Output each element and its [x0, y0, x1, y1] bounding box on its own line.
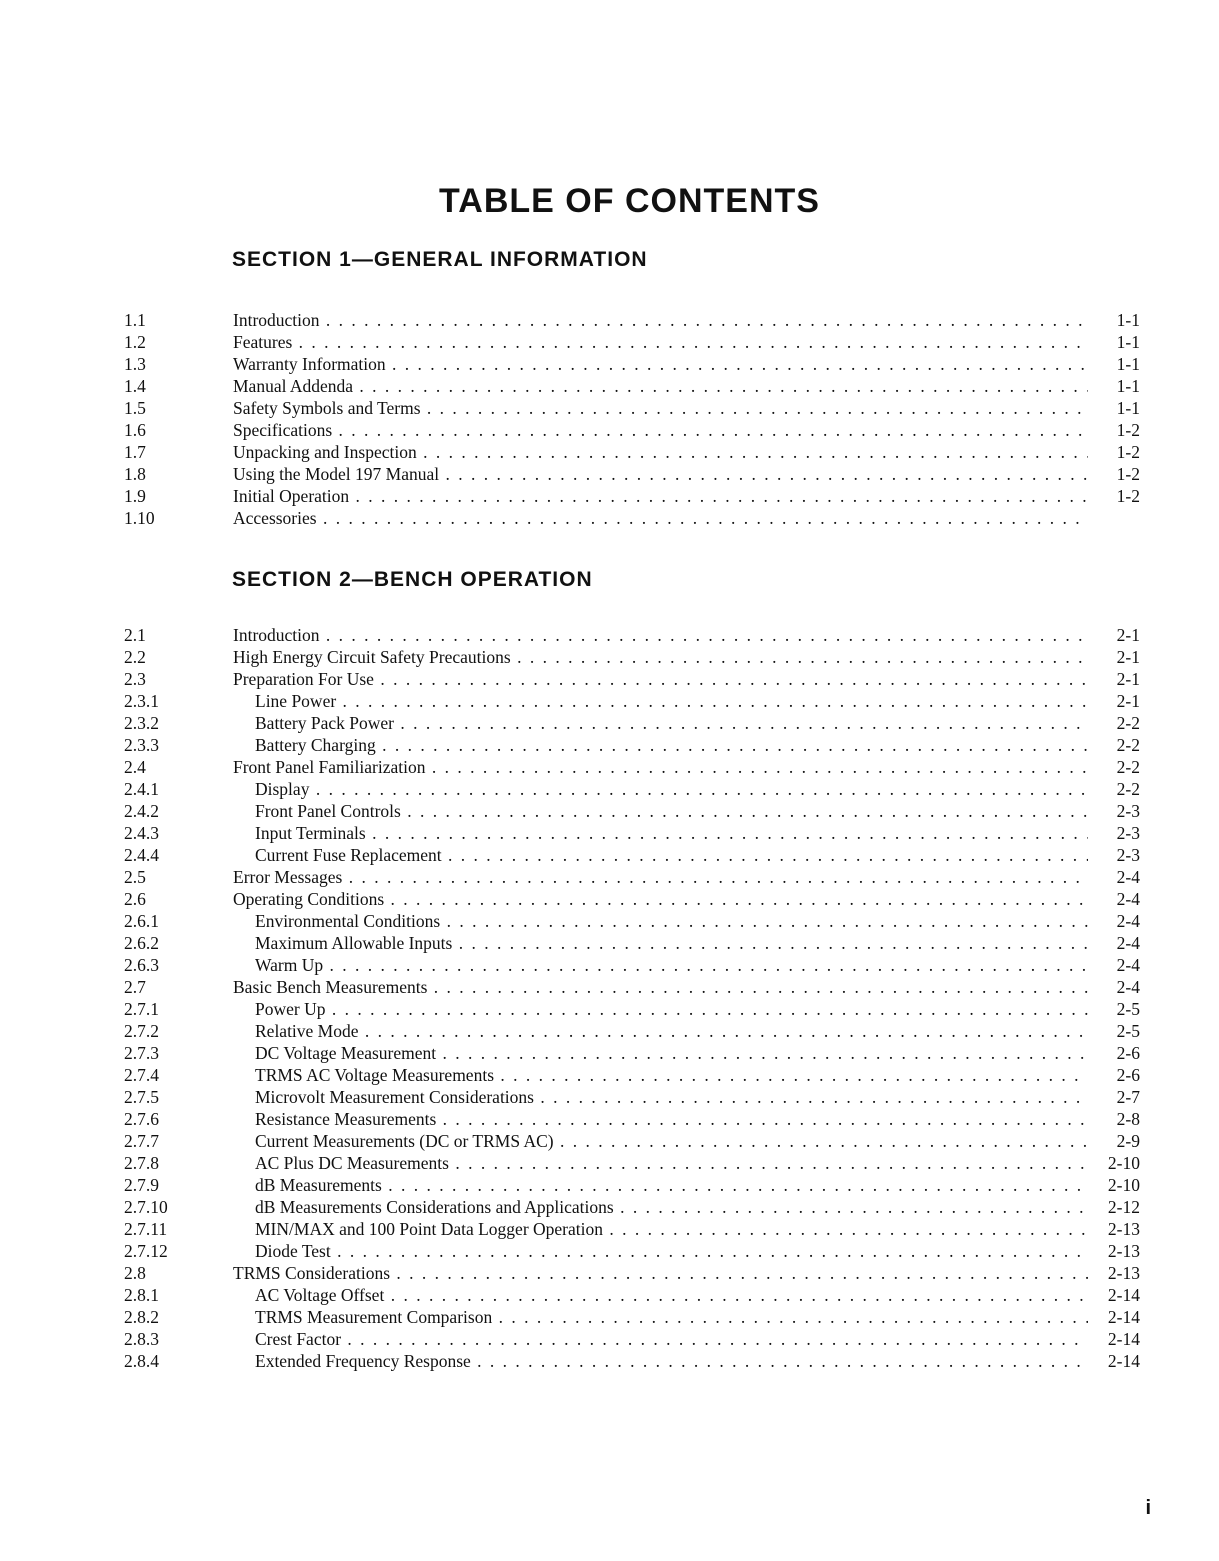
toc-entry-title[interactable]: Power Up . . .	[255, 998, 1088, 1020]
toc-entry[interactable]	[0, 485, 1219, 507]
toc-entry-page: 1-2	[1116, 486, 1140, 506]
toc-entry-title[interactable]: Accessories . . .	[233, 507, 1088, 529]
toc-entry-title[interactable]: Battery Pack Power . . .	[255, 712, 1088, 734]
toc-entry-title[interactable]: MIN/MAX and 100 Point Data Logger Operation . . .	[255, 1218, 1088, 1240]
section-1-toc-list	[0, 309, 1219, 529]
toc-entry-number: 1.6	[124, 420, 146, 440]
toc-entry[interactable]	[0, 800, 1219, 822]
toc-entry-number: 1.2	[124, 332, 146, 352]
toc-entry[interactable]	[0, 1218, 1219, 1240]
toc-entry-page: 1-2	[1116, 442, 1140, 462]
toc-entry-number: 1.4	[124, 376, 146, 396]
toc-entry[interactable]	[0, 998, 1219, 1020]
toc-entry[interactable]	[0, 844, 1219, 866]
toc-entry-title[interactable]: Basic Bench Measurements . . .	[233, 976, 1088, 998]
toc-entry-page: 1-1	[1116, 398, 1140, 418]
toc-entry[interactable]	[0, 1042, 1219, 1064]
toc-entry-number: 2.8.2	[124, 1307, 159, 1327]
toc-entry-number: 2.7	[124, 977, 146, 997]
page-title: TABLE OF CONTENTS	[439, 182, 820, 220]
toc-entry-number: 2.7.12	[124, 1241, 168, 1261]
toc-entry-page: 2-14	[1107, 1329, 1140, 1349]
toc-entry-page: 2-1	[1116, 691, 1140, 711]
toc-entry-title[interactable]: TRMS AC Voltage Measurements . . .	[255, 1064, 1088, 1086]
toc-entry-number: 2.4	[124, 757, 146, 777]
toc-entry[interactable]	[0, 1240, 1219, 1262]
toc-entry-number: 2.6.3	[124, 955, 159, 975]
toc-entry[interactable]	[0, 331, 1219, 353]
toc-entry[interactable]	[0, 1130, 1219, 1152]
toc-entry[interactable]	[0, 463, 1219, 485]
toc-entry[interactable]	[0, 441, 1219, 463]
toc-entry[interactable]	[0, 1328, 1219, 1350]
toc-entry-page: 2-6	[1116, 1043, 1140, 1063]
toc-entry-page: 1-1	[1116, 376, 1140, 396]
toc-entry-page: 2-4	[1116, 911, 1140, 931]
toc-entry-page: 2-8	[1116, 1109, 1140, 1129]
toc-entry-title[interactable]: Error Messages . . .	[233, 866, 1088, 888]
toc-entry[interactable]	[0, 419, 1219, 441]
toc-entry-page: 2-14	[1107, 1307, 1140, 1327]
toc-entry-number: 2.8.4	[124, 1351, 159, 1371]
toc-entry-number: 2.4.4	[124, 845, 159, 865]
toc-entry-page: 2-3	[1116, 845, 1140, 865]
toc-entry-page: 2-13	[1107, 1263, 1140, 1283]
toc-entry[interactable]	[0, 1152, 1219, 1174]
toc-entry-title[interactable]: Input Terminals . . .	[255, 822, 1088, 844]
toc-entry[interactable]	[0, 1108, 1219, 1130]
toc-entry-number: 2.7.7	[124, 1131, 159, 1151]
toc-entry-page: 2-4	[1116, 889, 1140, 909]
section-2-toc-list	[0, 624, 1219, 1372]
toc-entry-page: 2-1	[1116, 647, 1140, 667]
toc-entry[interactable]	[0, 668, 1219, 690]
toc-entry[interactable]	[0, 1350, 1219, 1372]
toc-entry[interactable]	[0, 1284, 1219, 1306]
toc-entry[interactable]	[0, 1174, 1219, 1196]
toc-entry-page: 2-4	[1116, 867, 1140, 887]
section-1-heading: SECTION 1—GENERAL INFORMATION	[232, 248, 648, 271]
toc-entry-number: 2.7.4	[124, 1065, 159, 1085]
toc-entry[interactable]	[0, 756, 1219, 778]
toc-entry-page: 2-5	[1116, 999, 1140, 1019]
toc-entry-title[interactable]: TRMS Measurement Comparison . . .	[255, 1306, 1088, 1328]
toc-entry[interactable]	[0, 778, 1219, 800]
toc-entry-page: 2-14	[1107, 1285, 1140, 1305]
toc-entry-page: 2-10	[1107, 1153, 1140, 1173]
toc-entry-title[interactable]: Safety Symbols and Terms . . .	[233, 397, 1088, 419]
toc-entry-number: 1.1	[124, 310, 146, 330]
toc-entry-title[interactable]: Features . . .	[233, 331, 1088, 353]
toc-entry-page: 2-13	[1107, 1241, 1140, 1261]
toc-entry-title[interactable]: Extended Frequency Response . . .	[255, 1350, 1088, 1372]
toc-entry-title[interactable]: AC Plus DC Measurements . . .	[255, 1152, 1088, 1174]
toc-entry-title[interactable]: Introduction . . .	[233, 309, 1088, 331]
toc-entry[interactable]	[0, 1262, 1219, 1284]
toc-entry[interactable]	[0, 734, 1219, 756]
toc-entry[interactable]	[0, 1306, 1219, 1328]
toc-entry[interactable]	[0, 397, 1219, 419]
toc-entry-number: 2.2	[124, 647, 146, 667]
toc-entry-title[interactable]: Maximum Allowable Inputs . . .	[255, 932, 1088, 954]
toc-entry-title[interactable]: Battery Charging . . .	[255, 734, 1088, 756]
toc-entry-number: 2.6.2	[124, 933, 159, 953]
toc-entry[interactable]	[0, 866, 1219, 888]
toc-entry-number: 1.3	[124, 354, 146, 374]
toc-entry-number: 2.3	[124, 669, 146, 689]
toc-entry-title[interactable]: Warm Up . . .	[255, 954, 1088, 976]
toc-entry-number: 2.8	[124, 1263, 146, 1283]
toc-entry-title[interactable]: Crest Factor . . .	[255, 1328, 1088, 1350]
toc-entry-page: 2-6	[1116, 1065, 1140, 1085]
toc-entry-title[interactable]: Initial Operation . . .	[233, 485, 1088, 507]
toc-entry-number: 2.3.3	[124, 735, 159, 755]
toc-entry[interactable]	[0, 976, 1219, 998]
toc-entry[interactable]	[0, 1064, 1219, 1086]
toc-entry-title[interactable]: TRMS Considerations . . .	[233, 1262, 1088, 1284]
toc-entry-title[interactable]: Unpacking and Inspection . . .	[233, 441, 1088, 463]
toc-entry-number: 2.7.6	[124, 1109, 159, 1129]
toc-entry-page: 2-4	[1116, 955, 1140, 975]
toc-entry[interactable]	[0, 888, 1219, 910]
toc-entry-title[interactable]: Diode Test . . .	[255, 1240, 1088, 1262]
toc-entry[interactable]	[0, 624, 1219, 646]
toc-entry-number: 2.7.8	[124, 1153, 159, 1173]
toc-entry-page: 2-2	[1116, 713, 1140, 733]
toc-entry-number: 1.9	[124, 486, 146, 506]
toc-entry-page: 2-3	[1116, 801, 1140, 821]
toc-entry-title[interactable]: High Energy Circuit Safety Precautions . . .	[233, 646, 1088, 668]
toc-entry-page: 2-2	[1116, 779, 1140, 799]
page-number: i	[1145, 1497, 1151, 1519]
toc-entry[interactable]	[0, 712, 1219, 734]
toc-entry-number: 2.7.9	[124, 1175, 159, 1195]
toc-entry-number: 2.6.1	[124, 911, 159, 931]
toc-entry-number: 2.7.10	[124, 1197, 168, 1217]
toc-entry-number: 2.3.1	[124, 691, 159, 711]
toc-entry-page: 2-1	[1116, 625, 1140, 645]
toc-entry-page: 2-4	[1116, 933, 1140, 953]
toc-entry-number: 2.7.3	[124, 1043, 159, 1063]
toc-entry-title[interactable]: DC Voltage Measurement . . .	[255, 1042, 1088, 1064]
toc-entry-title[interactable]: Preparation For Use . . .	[233, 668, 1088, 690]
toc-entry-number: 2.4.3	[124, 823, 159, 843]
toc-entry-page: 2-4	[1116, 977, 1140, 997]
toc-entry-title[interactable]: Current Measurements (DC or TRMS AC) . . .	[255, 1130, 1088, 1152]
toc-entry-page: 2-1	[1116, 669, 1140, 689]
toc-entry-title[interactable]: Using the Model 197 Manual . . .	[233, 463, 1088, 485]
toc-entry-number: 1.7	[124, 442, 146, 462]
toc-entry-page: 1-2	[1116, 464, 1140, 484]
toc-entry[interactable]	[0, 690, 1219, 712]
toc-entry-number: 1.5	[124, 398, 146, 418]
toc-entry-number: 2.7.11	[124, 1219, 168, 1239]
section-2-heading: SECTION 2—BENCH OPERATION	[232, 568, 593, 591]
toc-entry-page: 2-14	[1107, 1351, 1140, 1371]
toc-entry-page: 2-3	[1116, 823, 1140, 843]
toc-entry-title[interactable]: Line Power . . .	[255, 690, 1088, 712]
toc-entry-page: 2-10	[1107, 1175, 1140, 1195]
toc-entry[interactable]	[0, 1086, 1219, 1108]
toc-entry-page: 2-2	[1116, 757, 1140, 777]
toc-entry-number: 2.3.2	[124, 713, 159, 733]
toc-entry-page: 2-9	[1116, 1131, 1140, 1151]
toc-entry-title[interactable]: Front Panel Controls . . .	[255, 800, 1088, 822]
toc-entry[interactable]	[0, 822, 1219, 844]
toc-entry[interactable]	[0, 910, 1219, 932]
toc-entry[interactable]	[0, 375, 1219, 397]
toc-entry-title[interactable]: Environmental Conditions . . .	[255, 910, 1088, 932]
toc-entry-number: 2.7.5	[124, 1087, 159, 1107]
toc-entry-title[interactable]: dB Measurements . . .	[255, 1174, 1088, 1196]
toc-entry-page: 2-5	[1116, 1021, 1140, 1041]
toc-entry[interactable]	[0, 353, 1219, 375]
toc-entry-number: 2.7.1	[124, 999, 159, 1019]
toc-entry-page: 2-12	[1107, 1197, 1140, 1217]
toc-entry-title[interactable]: Current Fuse Replacement . . .	[255, 844, 1088, 866]
toc-entry[interactable]	[0, 646, 1219, 668]
toc-entry-title[interactable]: Display . . .	[255, 778, 1088, 800]
toc-entry-page: 2-13	[1107, 1219, 1140, 1239]
toc-entry-number: 1.8	[124, 464, 146, 484]
toc-entry-number: 2.4.1	[124, 779, 159, 799]
toc-entry[interactable]	[0, 1196, 1219, 1218]
toc-entry-page: 1-1	[1116, 310, 1140, 330]
toc-entry-number: 2.1	[124, 625, 146, 645]
toc-entry[interactable]	[0, 954, 1219, 976]
toc-entry-title[interactable]: Manual Addenda . . .	[233, 375, 1088, 397]
toc-entry[interactable]	[0, 309, 1219, 331]
toc-entry-title[interactable]: Front Panel Familiarization . . .	[233, 756, 1088, 778]
toc-entry-number: 2.5	[124, 867, 146, 887]
toc-entry[interactable]	[0, 507, 1219, 529]
toc-entry-title[interactable]: dB Measurements Considerations and Applications . . .	[255, 1196, 1088, 1218]
toc-entry-page: 1-2	[1116, 420, 1140, 440]
toc-entry-title[interactable]: Relative Mode . . .	[255, 1020, 1088, 1042]
toc-entry-number: 1.10	[124, 508, 155, 528]
toc-entry-number: 2.8.1	[124, 1285, 159, 1305]
toc-entry[interactable]	[0, 1020, 1219, 1042]
toc-entry-number: 2.6	[124, 889, 146, 909]
toc-entry-page: 1-1	[1116, 354, 1140, 374]
toc-entry-number: 2.4.2	[124, 801, 159, 821]
toc-entry-number: 2.8.3	[124, 1329, 159, 1349]
toc-entry-title[interactable]: Resistance Measurements . . .	[255, 1108, 1088, 1130]
toc-entry-number: 2.7.2	[124, 1021, 159, 1041]
toc-entry-title[interactable]: AC Voltage Offset . . .	[255, 1284, 1088, 1306]
toc-entry-title[interactable]: Introduction . . .	[233, 624, 1088, 646]
toc-entry-title[interactable]: Operating Conditions . . .	[233, 888, 1088, 910]
toc-entry-page: 2-7	[1116, 1087, 1140, 1107]
toc-entry-title[interactable]: Microvolt Measurement Considerations . . .	[255, 1086, 1088, 1108]
toc-entry-title[interactable]: Specifications . . .	[233, 419, 1088, 441]
toc-entry-page: 1-1	[1116, 332, 1140, 352]
toc-entry[interactable]	[0, 932, 1219, 954]
toc-entry-title[interactable]: Warranty Information . . .	[233, 353, 1088, 375]
toc-entry-page: 2-2	[1116, 735, 1140, 755]
